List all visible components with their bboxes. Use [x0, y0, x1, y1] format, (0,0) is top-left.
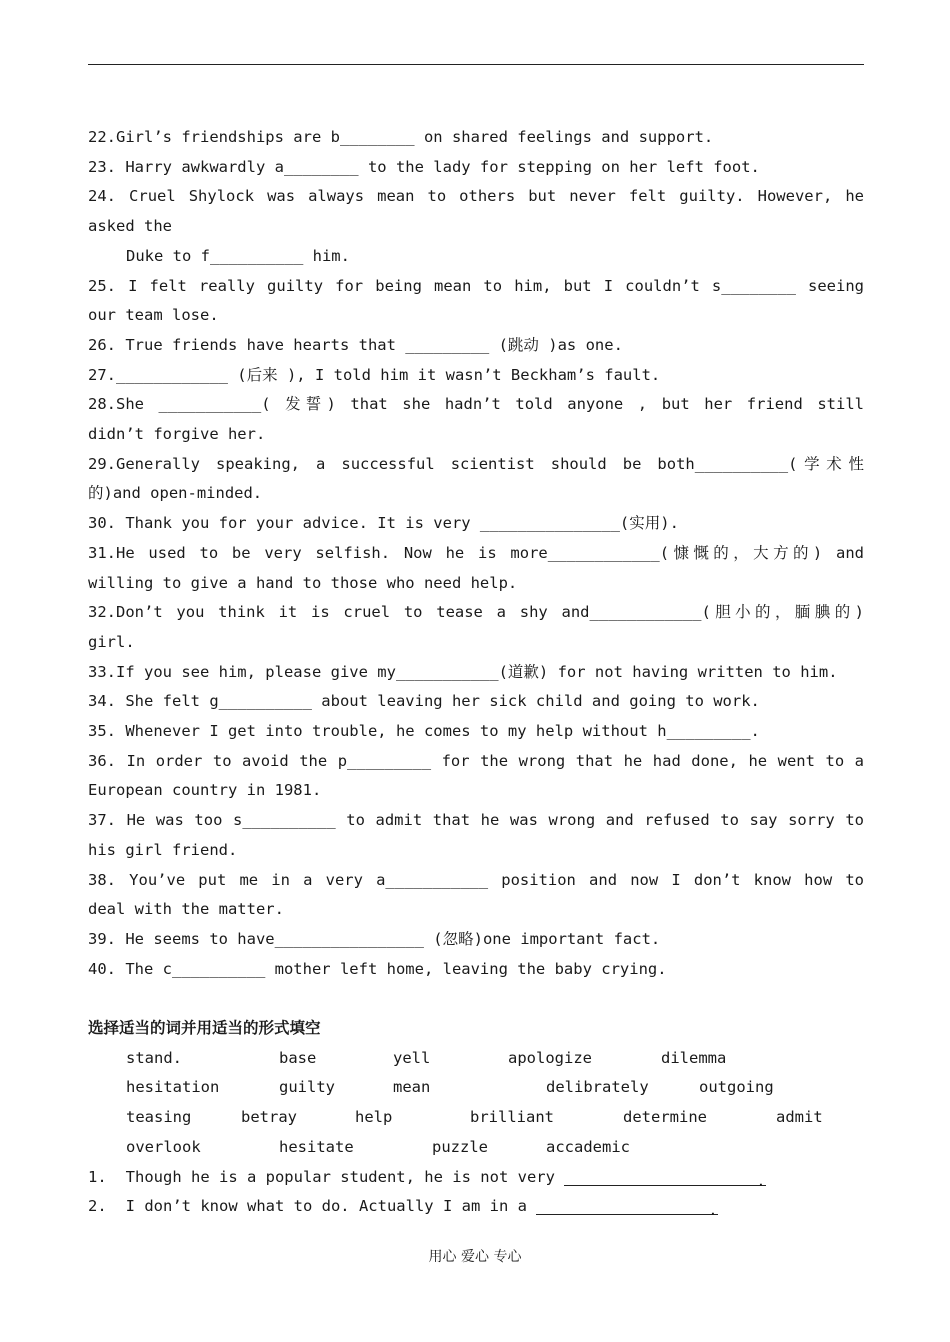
exercise-line-24-cont2: Duke to f__________ him.	[126, 246, 350, 265]
exercise-line-35: 35. Whenever I get into trouble, he comes to my help without h_________.	[88, 722, 760, 741]
fill-item-end: .	[756, 1167, 765, 1186]
exercise-line-31-cont: willing to give a hand to those who need help.	[88, 573, 518, 592]
answer-blank[interactable]	[536, 1196, 708, 1215]
exercise-line-24: 24. Cruel Shylock was always mean to others but never felt guilty. However, he	[88, 187, 864, 206]
exercise-line-32: 32.Don’t you think it is cruel to tease a shy and____________(胆小的，腼腆的)	[88, 603, 864, 622]
exercise-line-37: 37. He was too s__________ to admit that he was wrong and refused to say sorry to	[88, 811, 864, 830]
exercise-line-29: 29.Generally speaking, a successful scientist should be both__________(学术性	[88, 454, 864, 473]
exercise-line-32-cont: girl.	[88, 632, 135, 651]
word-bank-item: guilty	[279, 1078, 335, 1097]
exercise-line-33: 33.If you see him, please give my___________(道歉) for not having written to him.	[88, 662, 838, 681]
word-bank-item: betray	[241, 1108, 297, 1127]
word-bank-row-3	[88, 1103, 864, 1133]
exercise-line-23: 23. Harry awkwardly a________ to the lady for stepping on her left foot.	[88, 157, 760, 176]
exercise-line-40: 40. The c__________ mother left home, leaving the baby crying.	[88, 959, 667, 978]
word-bank-item: delibrately	[546, 1078, 649, 1097]
word-bank-item: help	[355, 1108, 393, 1127]
exercise-line-38-cont: deal with the matter.	[88, 900, 284, 919]
exercise-line-29-cont: 的)and open-minded.	[88, 484, 263, 503]
fill-item-end: .	[708, 1196, 717, 1215]
answer-blank[interactable]	[564, 1167, 756, 1186]
exercise-line-28-cont: didn’t forgive her.	[88, 425, 266, 444]
exercise-line-39: 39. He seems to have________________ (忽略)one important fact.	[88, 929, 661, 948]
word-bank-item: hesitate	[279, 1137, 354, 1156]
word-bank-row-4	[88, 1133, 864, 1163]
section-heading: 选择适当的词并用适当的形式填空	[88, 1019, 321, 1038]
exercise-line-36: 36. In order to avoid the p_________ for the wrong that he had done, he went to a	[88, 751, 864, 770]
exercise-line-24-cont: asked the	[88, 217, 172, 236]
exercise-line-38: 38. You’ve put me in a very a___________ position and now I don’t know how to	[88, 870, 864, 889]
exercise-line-26: 26. True friends have hearts that _________ (跳动 )as one.	[88, 335, 623, 354]
word-bank-item: apologize	[508, 1048, 592, 1067]
fill-item-number: 1.	[88, 1167, 107, 1186]
exercise-line-31: 31.He used to be very selfish. Now he is more____________(慷慨的，大方的) and	[88, 543, 864, 562]
word-bank-item: stand.	[126, 1048, 182, 1067]
word-bank-item: accademic	[546, 1137, 630, 1156]
fill-item-text: Though he is a popular student, he is not very	[125, 1167, 565, 1186]
exercise-line-36-cont: European country in 1981.	[88, 781, 322, 800]
word-bank-item: outgoing	[699, 1078, 774, 1097]
word-bank-item: overlook	[126, 1137, 201, 1156]
fill-item-1	[88, 1163, 864, 1193]
exercise-line-34: 34. She felt g__________ about leaving her sick child and going to work.	[88, 692, 760, 711]
word-bank-item: admit	[776, 1108, 823, 1127]
page-footer: 用心 爱心 专心	[428, 1249, 522, 1265]
word-bank-item: teasing	[126, 1108, 192, 1127]
word-bank-item: determine	[623, 1108, 707, 1127]
page-body	[88, 123, 864, 1222]
section-gap	[88, 984, 864, 1014]
exercise-line-25: 25. I felt really guilty for being mean to him, but I couldn’t s________ seeing	[88, 276, 864, 295]
word-bank-item: base	[279, 1048, 317, 1067]
fill-item-2	[88, 1192, 864, 1222]
word-bank-item: puzzle	[432, 1137, 488, 1156]
exercise-line-22: 22.Girl’s friendships are b________ on shared feelings and support.	[88, 128, 714, 146]
header-rule	[88, 64, 864, 65]
exercise-line-30: 30. Thank you for your advice. It is very _______________(实用).	[88, 514, 679, 533]
fill-item-number: 2.	[88, 1197, 107, 1216]
exercise-line-28: 28.She ___________( 发誓) that she hadn’t told anyone , but her friend still	[88, 395, 864, 414]
fill-item-text: I don’t know what to do. Actually I am in a	[125, 1197, 537, 1216]
word-bank-row-2	[88, 1073, 864, 1103]
exercise-line-37-cont: his girl friend.	[88, 840, 238, 859]
word-bank-item: hesitation	[126, 1078, 220, 1097]
word-bank-item: yell	[393, 1048, 431, 1067]
exercise-line-25-cont: our team lose.	[88, 306, 219, 325]
word-bank-item: dilemma	[661, 1048, 727, 1067]
word-bank-item: mean	[393, 1078, 431, 1097]
word-bank-item: brilliant	[470, 1108, 554, 1127]
exercise-line-27: 27.____________ (后来 ), I told him it wasn’t Beckham’s fault.	[88, 365, 661, 384]
word-bank-row-1	[88, 1044, 864, 1074]
